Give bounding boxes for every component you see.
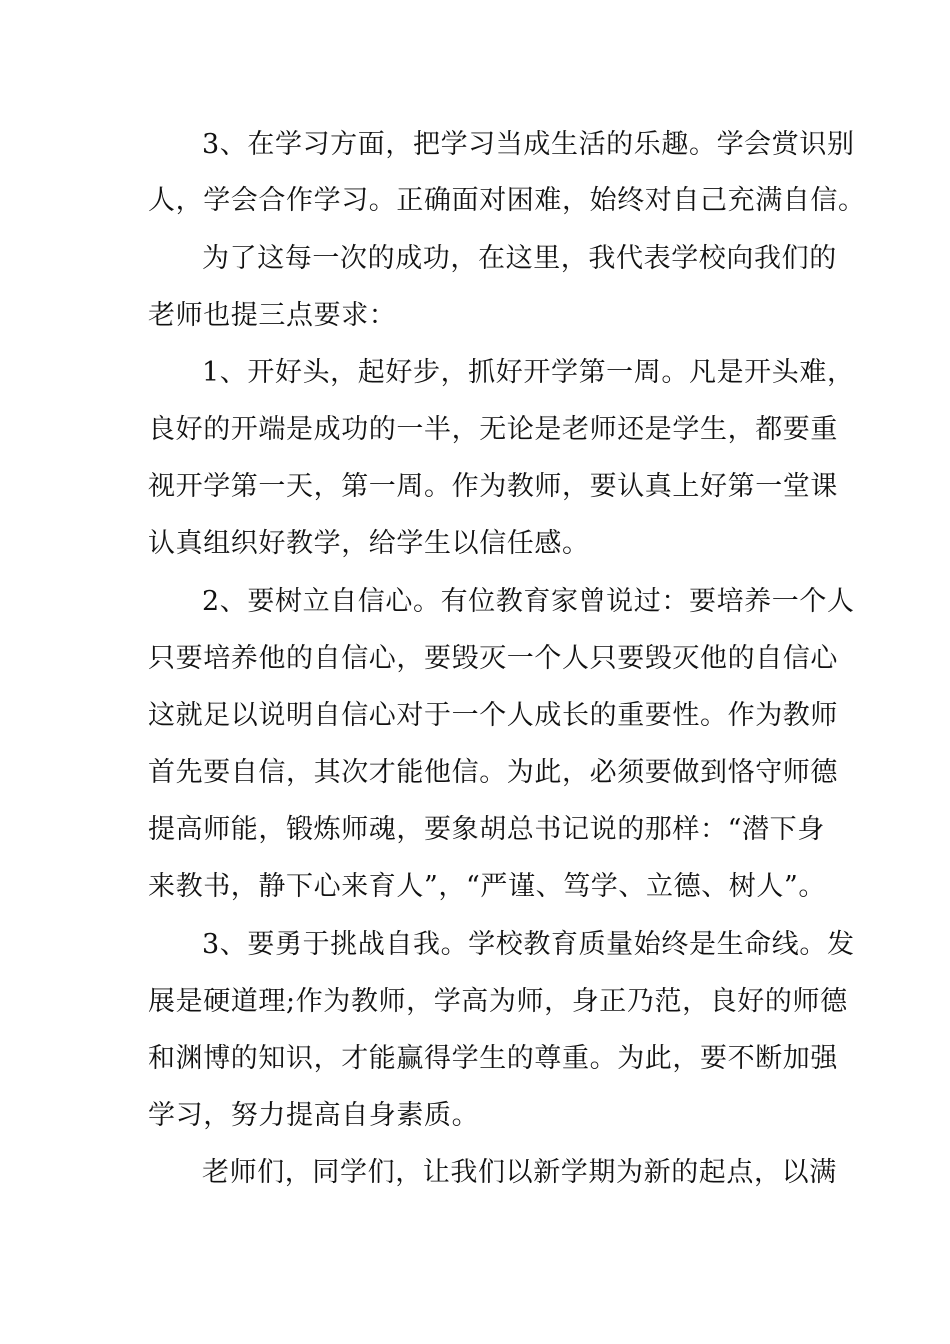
text-line: 首先要自信，其次才能他信。为此，必须要做到恪守师德 (148, 757, 838, 788)
text-line: 2、要树立自信心。有位教育家曾说过：要培养一个人 (202, 586, 855, 617)
text-line: 这就足以说明自信心对于一个人成长的重要性。作为教师 (148, 700, 838, 731)
text-line: 来教书，静下心来育人”，“严谨、笃学、立德、树人”。 (148, 871, 827, 902)
text-line: 3、要勇于挑战自我。学校教育质量始终是生命线。发 (202, 929, 855, 960)
text-line: 学习，努力提高自身素质。 (148, 1100, 480, 1131)
text-line: 和渊博的知识，才能赢得学生的尊重。为此，要不断加强 (148, 1043, 838, 1074)
text-line: 良好的开端是成功的一半，无论是老师还是学生，都要重 (148, 414, 838, 445)
text-line: 展是硬道理;作为教师，学高为师，身正乃范，良好的师德 (148, 986, 848, 1017)
text-line: 3、在学习方面，把学习当成生活的乐趣。学会赏识别 (202, 129, 855, 160)
text-line: 人，学会合作学习。正确面对困难，始终对自己充满自信。 (148, 185, 866, 216)
text-line: 视开学第一天，第一周。作为教师，要认真上好第一堂课 (148, 471, 838, 502)
text-line: 认真组织好教学，给学生以信任感。 (148, 528, 590, 559)
text-line: 老师们，同学们，让我们以新学期为新的起点，以满 (202, 1157, 837, 1188)
text-line: 老师也提三点要求： (148, 300, 397, 331)
text-line: 只要培养他的自信心，要毁灭一个人只要毁灭他的自信心 (148, 643, 838, 674)
text-line: 提高师能，锻炼师魂，要象胡总书记说的那样：“潜下身 (148, 814, 825, 845)
text-line: 1、开好头，起好步，抓好开学第一周。凡是开头难， (202, 357, 855, 388)
text-line: 为了这每一次的成功，在这里，我代表学校向我们的 (202, 243, 837, 274)
